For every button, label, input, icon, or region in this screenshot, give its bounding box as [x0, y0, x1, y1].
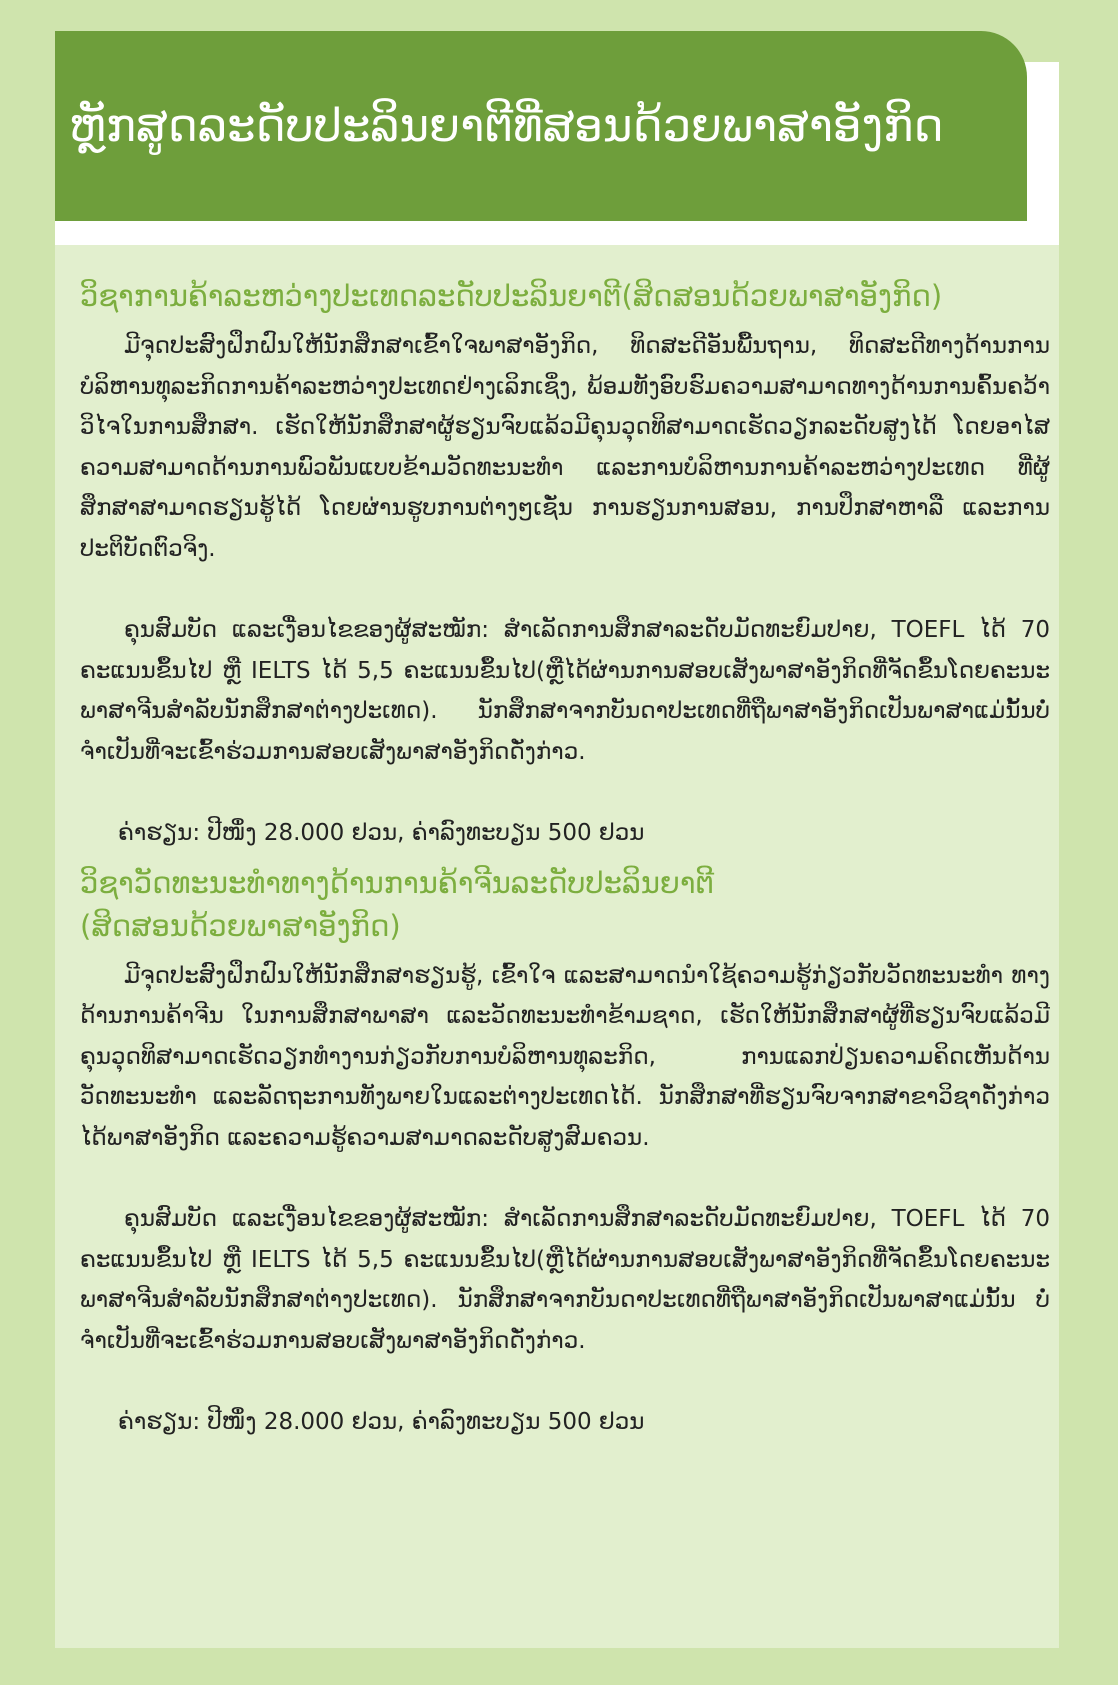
section-heading-line-2: (ສິດສອນດ້ວຍພາສາອັງກິດ): [80, 908, 401, 943]
program-objective: ມີຈຸດປະສົງຝຶກຝົນໃຫ້ນັກສຶກສາຮຽນຮູ້, ເຂົ້າໃຈ ແລະສາມາດນຳໃຊ້ຄວາມຮູ້ກ່ຽວກັບວັດທະນະທຳ ທາງດ້ານການຄ້າຈີນ ໃນການສຶກສາພາສາ ແລະວັດທະນະທຳຂ້າມຊາດ, ເຮັດໃຫ້ນັກສຶກສາຜູ້ທີ່ຮຽນຈົບແລ້ວມີຄຸນວຸດທິສາມາດເຮັດວຽກທຳງານກ່ຽວກັບການບໍລິຫານທຸລະກິດ, ການແລກປ່ຽນຄວາມຄິດເຫັນດ້ານວັດທະນະທຳ ແລະລັດຖະການທັງພາຍໃນແລະຕ່າງປະເທດໄດ້. ນັກສຶກສາທີ່ຮຽນຈົບຈາກສາຂາວິຊາດັ່ງກ່າວໄດ້ພາສາອັງກິດ ແລະຄວາມຮູ້ຄວາມສາມາດລະດັບສູງສົມຄວນ.: [80, 962, 1050, 1151]
admission-requirements: ຄຸນສົມບັດ ແລະເງື່ອນໄຂຂອງຜູ້ສະໝັກ: ສຳເລັດການສຶກສາລະດັບມັດທະຍົມປາຍ, TOEFL ໄດ້ 70 ຄະແນນຂຶ້ນໄປ ຫຼື IELTS ໄດ້ 5,5 ຄະແນນຂຶ້ນໄປ(ຫຼືໄດ້ຜ່ານການສອບເສັງພາສາອັງກິດທີ່ຈັດຂຶ້ນໂດຍຄະນະພາສາຈີນສຳລັບນັກສຶກສາຕ່າງປະເທດ). ນັກສຶກສາຈາກບັນດາປະເທດທີ່ຖືພາສາອັງກິດເປັນພາສາແມ່ນັ້ນ ບໍ່ຈຳເປັນທີ່ຈະເຂົ້າຮ່ວມການສອບເສັງພາສາອັງກິດດັ່ງກ່າວ.: [80, 1206, 1050, 1354]
main-content: [80, 275, 1050, 1443]
tuition-fees: ຄ່າຮຽນ: ປີໜຶ່ງ 28.000 ຢວນ, ຄ່າລົງທະບຽນ 500 ຢວນ: [118, 1409, 645, 1435]
title-banner: [55, 31, 1027, 221]
program-objective: ມີຈຸດປະສົງຝຶກຝົນໃຫ້ນັກສຶກສາເຂົ້າໃຈພາສາອັງກິດ, ທິດສະດີອັນພື້ນຖານ, ທິດສະດີທາງດ້ານການບໍລິຫານທຸລະກິດການຄ້າລະຫວ່າງປະເທດຢ່າງເລິກເຊິ່ງ, ພ້ອມທັງອົບຮົມຄວາມສາມາດທາງດ້ານການຄົ້ນຄວ້າວິໄຈໃນການສຶກສາ. ເຮັດໃຫ້ນັກສຶກສາຜູ້ຮຽນຈົບແລ້ວມີຄຸນວຸດທິສາມາດເຮັດວຽກລະດັບສູງໄດ້ ໂດຍອາໄສຄວາມສາມາດດ້ານການພົວພັນແບບຂ້າມວັດທະນະທຳ ແລະການບໍລິຫານການຄ້າລະຫວ່າງປະເທດ ທີ່ຜູ້ສຶກສາສາມາດຮຽນຮູ້ໄດ້ ໂດຍຜ່ານຮູບການຕ່າງໆເຊັ່ນ ການຮຽນການສອນ, ການປຶກສາຫາລື ແລະການປະຕິບັດຕົວຈິງ.: [80, 333, 1050, 562]
page-title: ຫຼັກສູດລະດັບປະລິນຍາຕີທີ່ສອນດ້ວຍພາສາອັງກິດ: [69, 99, 944, 152]
tuition-fees: ຄ່າຮຽນ: ປີໜຶ່ງ 28.000 ຢວນ, ຄ່າລົງທະບຽນ 500 ຢວນ: [118, 820, 645, 846]
section-chinese-business-culture: [80, 862, 1050, 1443]
section-heading-line-1: ວິຊາວັດທະນະທຳທາງດ້ານການຄ້າຈີນລະດັບປະລິນຍາຕີ: [80, 865, 715, 900]
section-heading: [80, 862, 1050, 948]
section-international-trade: [80, 275, 1050, 854]
section-heading: ວິຊາການຄ້າລະຫວ່າງປະເທດລະດັບປະລິນຍາຕີ(ສິດສອນດ້ວຍພາສາອັງກິດ): [80, 279, 943, 313]
admission-requirements: ຄຸນສົມບັດ ແລະເງື່ອນໄຂຂອງຜູ້ສະໝັກ: ສຳເລັດການສຶກສາລະດັບມັດທະຍົມປາຍ, TOEFL ໄດ້ 70 ຄະແນນຂຶ້ນໄປ ຫຼື IELTS ໄດ້ 5,5 ຄະແນນຂຶ້ນໄປ(ຫຼືໄດ້ຜ່ານການສອບເສັງພາສາອັງກິດທີ່ຈັດຂຶ້ນໂດຍຄະນະພາສາຈີນສຳລັບນັກສຶກສາຕ່າງປະເທດ). ນັກສຶກສາຈາກບັນດາປະເທດທີ່ຖືພາສາອັງກິດເປັນພາສາແມ່ນັ້ນບໍ່ຈຳເປັນທີ່ຈະເຂົ້າຮ່ວມການສອບເສັງພາສາອັງກິດດັ່ງກ່າວ.: [80, 617, 1050, 765]
